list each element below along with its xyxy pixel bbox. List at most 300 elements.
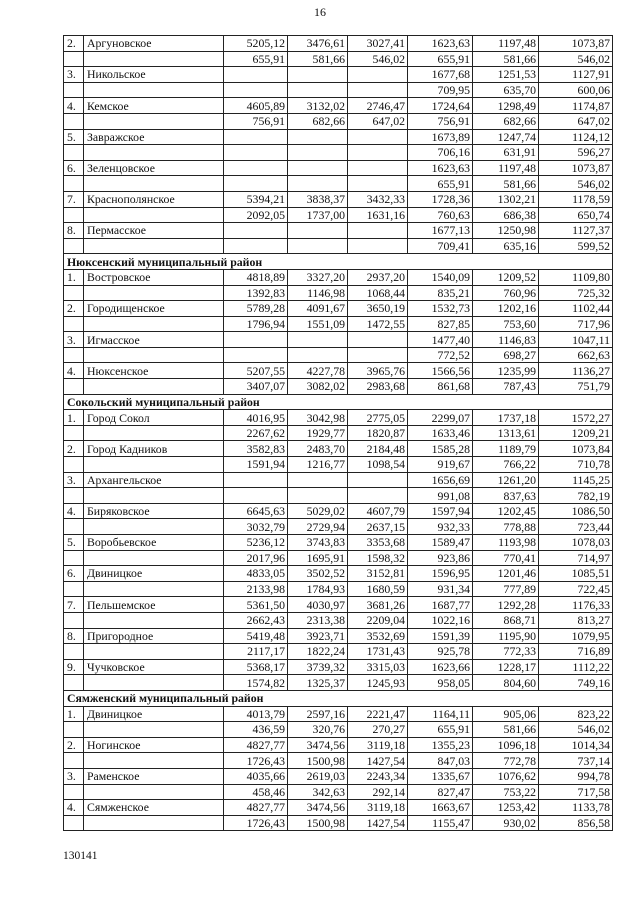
table-row xyxy=(64,597,613,613)
row-index: 2. xyxy=(64,301,84,317)
value-cell: 320,76 xyxy=(288,722,348,738)
value-cell: 581,66 xyxy=(473,51,539,67)
value-cell: 1623,63 xyxy=(408,36,473,52)
value-cell: 3027,41 xyxy=(348,36,408,52)
value-cell: 3502,52 xyxy=(288,566,348,582)
row-index: 1. xyxy=(64,410,84,426)
settlement-name: Архангельское xyxy=(84,472,224,488)
settlement-name xyxy=(84,753,224,769)
row-index: 4. xyxy=(64,503,84,519)
table-row xyxy=(64,550,613,566)
document-code: 130141 xyxy=(63,850,98,862)
value-cell: 655,91 xyxy=(408,51,473,67)
row-index: 5. xyxy=(64,535,84,551)
value-cell: 1566,56 xyxy=(408,363,473,379)
value-cell: 1136,27 xyxy=(539,363,613,379)
value-cell: 342,63 xyxy=(288,784,348,800)
row-index xyxy=(64,550,84,566)
tariff-table xyxy=(63,35,613,831)
value-cell: 847,03 xyxy=(408,753,473,769)
value-cell: 1174,87 xyxy=(539,98,613,114)
settlement-name xyxy=(84,207,224,223)
value-cell xyxy=(288,160,348,176)
value-cell: 635,70 xyxy=(473,82,539,98)
value-cell: 1124,12 xyxy=(539,129,613,145)
value-cell: 1201,46 xyxy=(473,566,539,582)
value-cell: 1261,20 xyxy=(473,472,539,488)
settlement-name xyxy=(84,379,224,395)
row-index xyxy=(64,145,84,161)
value-cell: 1540,09 xyxy=(408,269,473,285)
value-cell xyxy=(224,129,288,145)
row-index xyxy=(64,425,84,441)
value-cell: 3407,07 xyxy=(224,379,288,395)
value-cell xyxy=(288,472,348,488)
value-cell xyxy=(224,238,288,254)
value-cell: 546,02 xyxy=(539,51,613,67)
value-cell: 994,78 xyxy=(539,768,613,784)
value-cell xyxy=(348,160,408,176)
row-index xyxy=(64,753,84,769)
table-row xyxy=(64,285,613,301)
value-cell: 1313,61 xyxy=(473,425,539,441)
value-cell: 991,08 xyxy=(408,488,473,504)
value-cell: 1068,44 xyxy=(348,285,408,301)
value-cell: 1325,37 xyxy=(288,675,348,691)
value-cell: 2983,68 xyxy=(348,379,408,395)
settlement-name: Пермасское xyxy=(84,223,224,239)
table-row xyxy=(64,706,613,722)
value-cell: 2597,16 xyxy=(288,706,348,722)
value-cell: 1472,55 xyxy=(348,316,408,332)
value-cell: 698,27 xyxy=(473,347,539,363)
value-cell: 1298,49 xyxy=(473,98,539,114)
row-index: 2. xyxy=(64,737,84,753)
value-cell: 861,68 xyxy=(408,379,473,395)
value-cell xyxy=(288,223,348,239)
value-cell: 1796,94 xyxy=(224,316,288,332)
value-cell: 2313,38 xyxy=(288,612,348,628)
value-cell xyxy=(348,145,408,161)
table-row xyxy=(64,269,613,285)
district-name: Сокольский муниципальный район xyxy=(64,394,613,410)
value-cell xyxy=(224,472,288,488)
value-cell: 753,60 xyxy=(473,316,539,332)
settlement-name xyxy=(84,784,224,800)
value-cell: 5368,17 xyxy=(224,659,288,675)
value-cell: 600,06 xyxy=(539,82,613,98)
value-cell: 1102,44 xyxy=(539,301,613,317)
row-index: 7. xyxy=(64,597,84,613)
row-index xyxy=(64,285,84,301)
row-index: 2. xyxy=(64,441,84,457)
table-row xyxy=(64,316,613,332)
row-index xyxy=(64,176,84,192)
district-name: Нюксенский муниципальный район xyxy=(64,254,613,270)
settlement-name: Город Кадников xyxy=(84,441,224,457)
value-cell: 1127,91 xyxy=(539,67,613,83)
table-row xyxy=(64,441,613,457)
value-cell: 1209,52 xyxy=(473,269,539,285)
value-cell xyxy=(224,160,288,176)
value-cell: 3739,32 xyxy=(288,659,348,675)
value-cell: 2017,96 xyxy=(224,550,288,566)
value-cell: 4818,89 xyxy=(224,269,288,285)
value-cell: 3923,71 xyxy=(288,628,348,644)
settlement-name: Игмасское xyxy=(84,332,224,348)
value-cell: 4091,67 xyxy=(288,301,348,317)
value-cell: 3353,68 xyxy=(348,535,408,551)
value-cell: 2184,48 xyxy=(348,441,408,457)
value-cell: 1197,48 xyxy=(473,160,539,176)
value-cell: 1014,34 xyxy=(539,737,613,753)
value-cell xyxy=(348,488,408,504)
value-cell xyxy=(348,332,408,348)
row-index xyxy=(64,347,84,363)
value-cell: 756,91 xyxy=(224,113,288,129)
table-row xyxy=(64,113,613,129)
table-row xyxy=(64,535,613,551)
value-cell: 706,16 xyxy=(408,145,473,161)
settlement-name: Кемское xyxy=(84,98,224,114)
row-index xyxy=(64,113,84,129)
table-row xyxy=(64,160,613,176)
value-cell: 1822,24 xyxy=(288,644,348,660)
table-row xyxy=(64,410,613,426)
value-cell: 1202,16 xyxy=(473,301,539,317)
value-cell: 1164,11 xyxy=(408,706,473,722)
value-cell: 436,59 xyxy=(224,722,288,738)
value-cell xyxy=(224,67,288,83)
value-cell: 1085,51 xyxy=(539,566,613,582)
district-header-row xyxy=(64,254,613,270)
row-index: 3. xyxy=(64,67,84,83)
table-row xyxy=(64,238,613,254)
value-cell xyxy=(224,145,288,161)
settlement-name: Сямженское xyxy=(84,800,224,816)
value-cell: 1076,62 xyxy=(473,768,539,784)
value-cell: 546,02 xyxy=(539,176,613,192)
value-cell: 756,91 xyxy=(408,113,473,129)
value-cell: 1247,74 xyxy=(473,129,539,145)
value-cell xyxy=(288,238,348,254)
value-cell: 292,14 xyxy=(348,784,408,800)
settlement-name: Чучковское xyxy=(84,659,224,675)
value-cell: 777,89 xyxy=(473,581,539,597)
value-cell: 1820,87 xyxy=(348,425,408,441)
value-cell: 722,45 xyxy=(539,581,613,597)
row-index xyxy=(64,815,84,831)
value-cell: 1392,83 xyxy=(224,285,288,301)
value-cell xyxy=(288,332,348,348)
value-cell: 723,44 xyxy=(539,519,613,535)
value-cell xyxy=(288,145,348,161)
value-cell: 1591,39 xyxy=(408,628,473,644)
value-cell: 737,14 xyxy=(539,753,613,769)
settlement-name: Городищенское xyxy=(84,301,224,317)
value-cell: 1500,98 xyxy=(288,815,348,831)
value-cell: 3476,61 xyxy=(288,36,348,52)
value-cell: 5236,12 xyxy=(224,535,288,551)
value-cell: 919,67 xyxy=(408,457,473,473)
value-cell xyxy=(224,347,288,363)
value-cell: 709,41 xyxy=(408,238,473,254)
settlement-name xyxy=(84,722,224,738)
value-cell xyxy=(348,129,408,145)
table-row xyxy=(64,301,613,317)
value-cell: 3315,03 xyxy=(348,659,408,675)
value-cell: 5419,48 xyxy=(224,628,288,644)
value-cell xyxy=(224,82,288,98)
value-cell: 1146,83 xyxy=(473,332,539,348)
value-cell: 2209,04 xyxy=(348,612,408,628)
value-cell: 4607,79 xyxy=(348,503,408,519)
value-cell: 3132,02 xyxy=(288,98,348,114)
table-row xyxy=(64,503,613,519)
value-cell xyxy=(288,67,348,83)
value-cell: 596,27 xyxy=(539,145,613,161)
value-cell: 1677,68 xyxy=(408,67,473,83)
value-cell: 1302,21 xyxy=(473,191,539,207)
value-cell: 655,91 xyxy=(408,722,473,738)
value-cell xyxy=(288,488,348,504)
row-index xyxy=(64,457,84,473)
value-cell: 1591,94 xyxy=(224,457,288,473)
row-index xyxy=(64,784,84,800)
value-cell xyxy=(224,332,288,348)
value-cell: 1737,00 xyxy=(288,207,348,223)
table-row xyxy=(64,784,613,800)
value-cell: 772,33 xyxy=(473,644,539,660)
value-cell: 1929,77 xyxy=(288,425,348,441)
value-cell: 1477,40 xyxy=(408,332,473,348)
value-cell: 856,58 xyxy=(539,815,613,831)
row-index xyxy=(64,675,84,691)
value-cell: 1572,27 xyxy=(539,410,613,426)
value-cell: 770,41 xyxy=(473,550,539,566)
value-cell: 2221,47 xyxy=(348,706,408,722)
value-cell: 3032,79 xyxy=(224,519,288,535)
row-index: 3. xyxy=(64,768,84,784)
row-index: 8. xyxy=(64,628,84,644)
value-cell: 546,02 xyxy=(348,51,408,67)
row-index: 1. xyxy=(64,706,84,722)
row-index: 3. xyxy=(64,472,84,488)
value-cell: 655,91 xyxy=(224,51,288,67)
row-index xyxy=(64,644,84,660)
settlement-name: Воробьевское xyxy=(84,535,224,551)
table-row xyxy=(64,363,613,379)
value-cell xyxy=(348,176,408,192)
value-cell xyxy=(348,82,408,98)
value-cell: 1663,67 xyxy=(408,800,473,816)
value-cell: 1098,54 xyxy=(348,457,408,473)
value-cell: 1022,16 xyxy=(408,612,473,628)
settlement-name: Зеленцовское xyxy=(84,160,224,176)
row-index xyxy=(64,82,84,98)
district-header-row xyxy=(64,690,613,706)
table-row xyxy=(64,176,613,192)
value-cell: 5789,28 xyxy=(224,301,288,317)
value-cell: 1355,23 xyxy=(408,737,473,753)
value-cell: 725,32 xyxy=(539,285,613,301)
row-index xyxy=(64,488,84,504)
table-row xyxy=(64,191,613,207)
value-cell: 1253,42 xyxy=(473,800,539,816)
value-cell: 546,02 xyxy=(539,722,613,738)
table-row xyxy=(64,67,613,83)
table-row xyxy=(64,207,613,223)
settlement-name: Биряковское xyxy=(84,503,224,519)
value-cell: 1193,98 xyxy=(473,535,539,551)
value-cell: 631,91 xyxy=(473,145,539,161)
value-cell: 5207,55 xyxy=(224,363,288,379)
value-cell: 749,16 xyxy=(539,675,613,691)
page-number: 16 xyxy=(314,5,326,19)
settlement-name xyxy=(84,425,224,441)
value-cell: 1133,78 xyxy=(539,800,613,816)
settlement-name xyxy=(84,644,224,660)
settlement-name: Востровское xyxy=(84,269,224,285)
value-cell: 1574,82 xyxy=(224,675,288,691)
value-cell: 1724,64 xyxy=(408,98,473,114)
value-cell: 813,27 xyxy=(539,612,613,628)
settlement-name: Нюксенское xyxy=(84,363,224,379)
value-cell: 686,38 xyxy=(473,207,539,223)
table-row xyxy=(64,425,613,441)
value-cell: 1209,21 xyxy=(539,425,613,441)
value-cell: 2267,62 xyxy=(224,425,288,441)
value-cell: 3082,02 xyxy=(288,379,348,395)
value-cell: 3474,56 xyxy=(288,800,348,816)
value-cell: 1178,59 xyxy=(539,191,613,207)
row-index: 6. xyxy=(64,566,84,582)
table-row xyxy=(64,581,613,597)
value-cell: 650,74 xyxy=(539,207,613,223)
value-cell: 1189,79 xyxy=(473,441,539,457)
value-cell: 923,86 xyxy=(408,550,473,566)
value-cell: 2483,70 xyxy=(288,441,348,457)
value-cell: 1078,03 xyxy=(539,535,613,551)
value-cell: 1073,87 xyxy=(539,36,613,52)
value-cell: 1598,32 xyxy=(348,550,408,566)
row-index: 1. xyxy=(64,269,84,285)
value-cell: 1784,93 xyxy=(288,581,348,597)
table-row xyxy=(64,519,613,535)
value-cell: 1335,67 xyxy=(408,768,473,784)
value-cell: 925,78 xyxy=(408,644,473,660)
value-cell: 823,22 xyxy=(539,706,613,722)
value-cell: 3681,26 xyxy=(348,597,408,613)
value-cell xyxy=(348,472,408,488)
value-cell: 932,33 xyxy=(408,519,473,535)
value-cell: 647,02 xyxy=(348,113,408,129)
value-cell: 3432,33 xyxy=(348,191,408,207)
table-row xyxy=(64,612,613,628)
table-row xyxy=(64,488,613,504)
value-cell: 1726,43 xyxy=(224,753,288,769)
value-cell: 1532,73 xyxy=(408,301,473,317)
value-cell: 1585,28 xyxy=(408,441,473,457)
table-row xyxy=(64,753,613,769)
value-cell: 2746,47 xyxy=(348,98,408,114)
value-cell: 270,27 xyxy=(348,722,408,738)
table-row xyxy=(64,129,613,145)
value-cell: 1597,94 xyxy=(408,503,473,519)
value-cell: 1112,22 xyxy=(539,659,613,675)
value-cell: 787,43 xyxy=(473,379,539,395)
value-cell: 1155,47 xyxy=(408,815,473,831)
value-cell: 751,79 xyxy=(539,379,613,395)
table-body xyxy=(64,36,613,831)
table-row xyxy=(64,659,613,675)
value-cell: 1677,13 xyxy=(408,223,473,239)
settlement-name xyxy=(84,176,224,192)
value-cell: 1726,43 xyxy=(224,815,288,831)
table-row xyxy=(64,457,613,473)
value-cell: 760,63 xyxy=(408,207,473,223)
value-cell: 1096,18 xyxy=(473,737,539,753)
settlement-name xyxy=(84,815,224,831)
settlement-name xyxy=(84,457,224,473)
value-cell xyxy=(224,176,288,192)
value-cell: 1673,89 xyxy=(408,129,473,145)
value-cell: 1127,37 xyxy=(539,223,613,239)
value-cell xyxy=(348,67,408,83)
value-cell: 2117,17 xyxy=(224,644,288,660)
value-cell xyxy=(348,238,408,254)
value-cell: 1216,77 xyxy=(288,457,348,473)
settlement-name xyxy=(84,612,224,628)
row-index xyxy=(64,379,84,395)
value-cell: 760,96 xyxy=(473,285,539,301)
table-row xyxy=(64,223,613,239)
row-index xyxy=(64,581,84,597)
value-cell: 655,91 xyxy=(408,176,473,192)
table-row xyxy=(64,815,613,831)
value-cell: 1631,16 xyxy=(348,207,408,223)
value-cell: 835,21 xyxy=(408,285,473,301)
row-index: 9. xyxy=(64,659,84,675)
settlement-name xyxy=(84,82,224,98)
settlement-name: Двиницкое xyxy=(84,566,224,582)
table-row xyxy=(64,51,613,67)
row-index xyxy=(64,51,84,67)
row-index xyxy=(64,207,84,223)
value-cell: 931,34 xyxy=(408,581,473,597)
table-row xyxy=(64,722,613,738)
value-cell: 1047,11 xyxy=(539,332,613,348)
row-index xyxy=(64,238,84,254)
settlement-name xyxy=(84,581,224,597)
value-cell: 3152,81 xyxy=(348,566,408,582)
table-row xyxy=(64,332,613,348)
value-cell: 3965,76 xyxy=(348,363,408,379)
row-index xyxy=(64,316,84,332)
value-cell: 2662,43 xyxy=(224,612,288,628)
value-cell: 4030,97 xyxy=(288,597,348,613)
row-index xyxy=(64,612,84,628)
value-cell: 682,66 xyxy=(288,113,348,129)
settlement-name: Краснополянское xyxy=(84,191,224,207)
value-cell: 647,02 xyxy=(539,113,613,129)
value-cell: 3474,56 xyxy=(288,737,348,753)
table-row xyxy=(64,82,613,98)
value-cell xyxy=(224,488,288,504)
settlement-name: Раменское xyxy=(84,768,224,784)
value-cell: 1146,98 xyxy=(288,285,348,301)
table-row xyxy=(64,145,613,161)
